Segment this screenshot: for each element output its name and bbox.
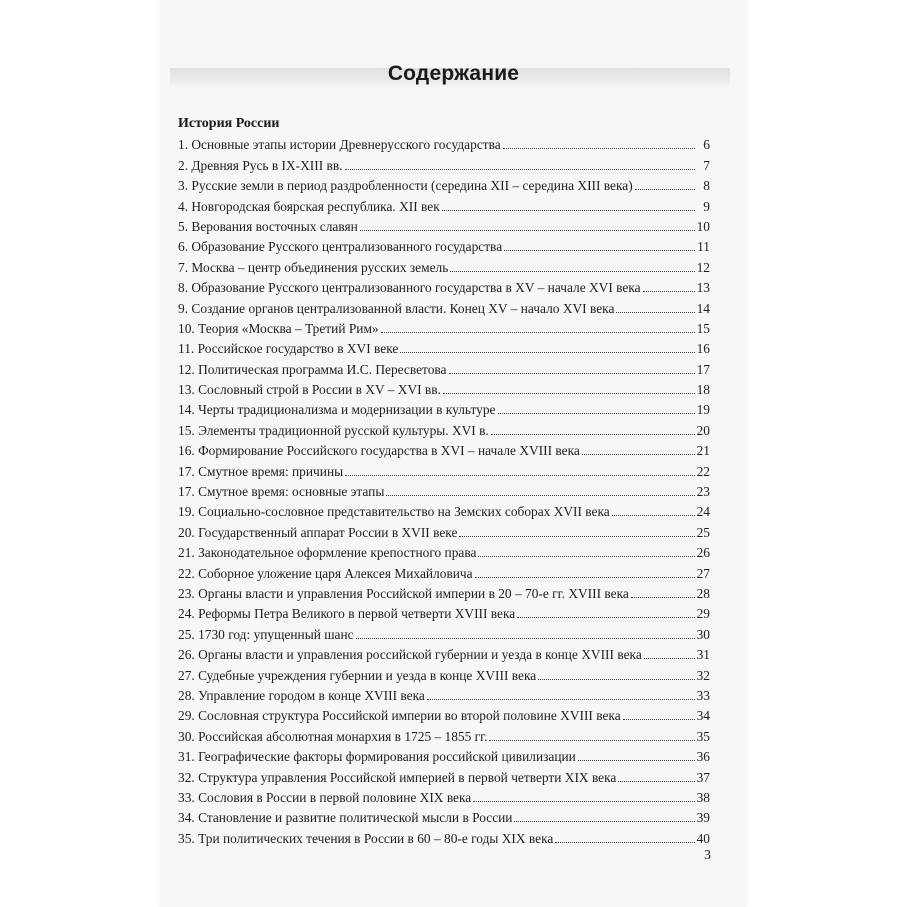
toc-entry-title: 3. Русские земли в период раздробленности (середина XII – середина XIII века) — [178, 178, 633, 194]
toc-entry-page: 39 — [696, 810, 710, 826]
toc-entry — [178, 826, 710, 846]
dot-leader — [538, 679, 695, 680]
dot-leader — [616, 312, 695, 313]
toc-entry-title: 28. Управление городом в конце XVIII века — [178, 687, 425, 703]
dot-leader — [555, 842, 695, 843]
toc-entry-page: 26 — [696, 545, 710, 561]
dot-leader — [503, 148, 695, 149]
toc-entry — [178, 684, 710, 704]
toc-entry — [178, 480, 710, 500]
toc-entry-title: 22. Соборное уложение царя Алексея Михайловича — [178, 565, 473, 581]
toc-entry — [178, 194, 710, 214]
toc-entry-page: 21 — [696, 443, 710, 459]
toc-entry-title: 35. Три политических течения в России в 60 – 80-е годы XIX века — [178, 830, 554, 846]
toc-entry-page: 18 — [696, 382, 710, 398]
toc-entry-page: 40 — [696, 830, 710, 846]
toc-entry-page: 23 — [696, 484, 710, 500]
toc-entry-page: 27 — [696, 565, 710, 581]
toc-entry-page: 13 — [696, 280, 710, 296]
toc-entry-title: 7. Москва – центр объединения русских земель — [178, 259, 449, 275]
toc-entry-page: 17 — [696, 361, 710, 377]
toc-entry-title: 15. Элементы традиционной русской культуры. XVI в. — [178, 422, 489, 438]
toc-entry-page: 8 — [703, 178, 710, 194]
toc-entry-page: 14 — [696, 300, 710, 316]
toc-entry-page: 35 — [696, 728, 710, 744]
toc-entry — [178, 745, 710, 765]
toc-entry-title: 14. Черты традиционализма и модернизации в культуре — [178, 402, 496, 418]
dot-leader — [459, 536, 695, 537]
dot-leader — [386, 495, 695, 496]
toc-entry-title: 34. Становление и развитие политической мысли в России — [178, 810, 513, 826]
toc-entry-page: 6 — [703, 137, 710, 153]
toc-entry-title: 27. Судебные учреждения губернии и уезда в конце XVIII века — [178, 667, 537, 683]
dot-leader — [623, 719, 695, 720]
dot-leader — [443, 393, 695, 394]
dot-leader — [631, 597, 695, 598]
toc-entry-page: 36 — [696, 749, 710, 765]
dot-leader — [504, 250, 695, 251]
toc-entry-page: 32 — [696, 667, 710, 683]
toc-entry-page: 37 — [696, 769, 710, 785]
toc-entry-title: 17. Смутное время: основные этапы — [178, 484, 385, 500]
toc-entry-page: 9 — [703, 198, 710, 214]
toc-entry — [178, 418, 710, 438]
toc-entry-title: 25. 1730 год: упущенный шанс — [178, 626, 354, 642]
dot-leader — [345, 169, 695, 170]
toc-entry-title: 13. Сословный строй в России в XV – XVI вв. — [178, 382, 441, 398]
toc-entry — [178, 663, 710, 683]
toc-entry-page: 15 — [696, 320, 710, 336]
toc-entry — [178, 520, 710, 540]
toc-entry-title: 5. Верования восточных славян — [178, 218, 358, 234]
dot-leader — [449, 373, 695, 374]
toc-entry-title: 1. Основные этапы истории Древнерусского государства — [178, 137, 501, 153]
toc-entry — [178, 500, 710, 520]
dot-leader — [491, 434, 695, 435]
dot-leader — [427, 699, 695, 700]
toc-entry-title: 19. Социально-сословное представительство на Земских соборах XVII века — [178, 504, 610, 520]
toc-entry-title: 30. Российская абсолютная монархия в 1725 – 1855 гг. — [178, 728, 488, 744]
toc-entry — [178, 561, 710, 581]
toc-entry — [178, 622, 710, 642]
dot-leader — [442, 210, 695, 211]
toc-entry-title: 20. Государственный аппарат России в XVII веке — [178, 524, 458, 540]
toc-entry-page: 34 — [696, 708, 710, 724]
dot-leader — [360, 230, 695, 231]
toc-entry — [178, 255, 710, 275]
toc-entry — [178, 765, 710, 785]
toc-entry — [178, 378, 710, 398]
dot-leader — [582, 454, 695, 455]
dot-leader — [489, 740, 695, 741]
dot-leader — [356, 638, 695, 639]
toc-entry — [178, 786, 710, 806]
toc-entry-page: 22 — [696, 463, 710, 479]
toc-entry-page: 31 — [696, 647, 710, 663]
page-number: 3 — [704, 848, 711, 863]
toc-entry-page: 25 — [696, 524, 710, 540]
toc-entry — [178, 174, 710, 194]
toc-entry — [178, 704, 710, 724]
toc-entry-page: 7 — [703, 157, 710, 173]
toc-entry — [178, 459, 710, 479]
toc-entry-page: 10 — [696, 218, 710, 234]
toc-entry-page: 24 — [696, 504, 710, 520]
toc-entry — [178, 357, 710, 377]
dot-leader — [643, 291, 695, 292]
dot-leader — [514, 821, 695, 822]
dot-leader — [612, 515, 695, 516]
toc-entry-title: 2. Древняя Русь в IX-XIII вв. — [178, 157, 343, 173]
toc-entry — [178, 439, 710, 459]
dot-leader — [400, 352, 695, 353]
toc-entry-title: 12. Политическая программа И.С. Пересветова — [178, 361, 447, 377]
toc-entry-title: 8. Образование Русского централизованного государства в XV – начале XVI века — [178, 280, 641, 296]
toc-entry — [178, 276, 710, 296]
dot-leader — [473, 801, 695, 802]
toc-entry — [178, 133, 710, 153]
toc-entry — [178, 153, 710, 173]
toc-entry — [178, 337, 710, 357]
dot-leader — [635, 189, 695, 190]
dot-leader — [478, 556, 695, 557]
toc-entry-title: 9. Создание органов централизованной власти. Конец XV – начало XVI века — [178, 300, 615, 316]
toc-entry-title: 31. Географические факторы формирования российской цивилизации — [178, 749, 576, 765]
toc-entry-title: 29. Сословная структура Российской империи во второй половине XVIII века — [178, 708, 621, 724]
toc-entry — [178, 643, 710, 663]
toc-entry-title: 21. Законодательное оформление крепостного права — [178, 545, 477, 561]
toc-entry-page: 28 — [696, 585, 710, 601]
dot-leader — [498, 413, 696, 414]
toc-entry — [178, 806, 710, 826]
toc-entry-title: 17. Смутное время: причины — [178, 463, 344, 479]
dot-leader — [345, 475, 695, 476]
book-page — [160, 0, 747, 907]
toc-entry-title: 16. Формирование Российского государства в XVI – начале XVIII века — [178, 443, 580, 459]
toc-entry — [178, 215, 710, 235]
toc-entry — [178, 317, 710, 337]
toc-entry-title: 23. Органы власти и управления Российской империи в 20 – 70-е гг. XVIII века — [178, 585, 629, 601]
toc-entry-title: 10. Теория «Москва – Третий Рим» — [178, 320, 379, 336]
page-title: Содержание — [387, 62, 520, 85]
toc-entry-title: 32. Структура управления Российской империей в первой четверти XIX века — [178, 769, 617, 785]
toc-entry-page: 33 — [696, 687, 710, 703]
dot-leader — [475, 577, 695, 578]
dot-leader — [618, 781, 695, 782]
toc-entry-title: 6. Образование Русского централизованного государства — [178, 239, 503, 255]
section-heading: История России — [178, 116, 280, 131]
dot-leader — [381, 332, 695, 333]
dot-leader — [644, 658, 695, 659]
toc-entry-title: 26. Органы власти и управления российской губернии и уезда в конце XVIII века — [178, 647, 642, 663]
toc-entry-page: 20 — [696, 422, 710, 438]
dot-leader — [450, 271, 695, 272]
table-of-contents — [178, 133, 710, 847]
toc-entry — [178, 602, 710, 622]
toc-entry-page: 38 — [696, 789, 710, 805]
toc-entry — [178, 296, 710, 316]
toc-entry-page: 30 — [696, 626, 710, 642]
toc-entry-page: 19 — [696, 402, 710, 418]
toc-entry — [178, 541, 710, 561]
toc-entry-title: 4. Новгородская боярская республика. XII век — [178, 198, 440, 214]
toc-entry — [178, 398, 710, 418]
toc-entry-page: 29 — [696, 606, 710, 622]
toc-entry — [178, 235, 710, 255]
toc-entry-page: 16 — [696, 341, 710, 357]
toc-entry-title: 24. Реформы Петра Великого в первой четверти XVIII века — [178, 606, 516, 622]
toc-entry-title: 33. Сословия в России в первой половине XIX века — [178, 789, 472, 805]
toc-entry-page: 11 — [697, 239, 710, 255]
dot-leader — [517, 617, 695, 618]
toc-entry-title: 11. Российское государство в XVI веке — [178, 341, 399, 357]
toc-entry — [178, 724, 710, 744]
toc-entry — [178, 582, 710, 602]
toc-entry-page: 12 — [696, 259, 710, 275]
dot-leader — [578, 760, 695, 761]
